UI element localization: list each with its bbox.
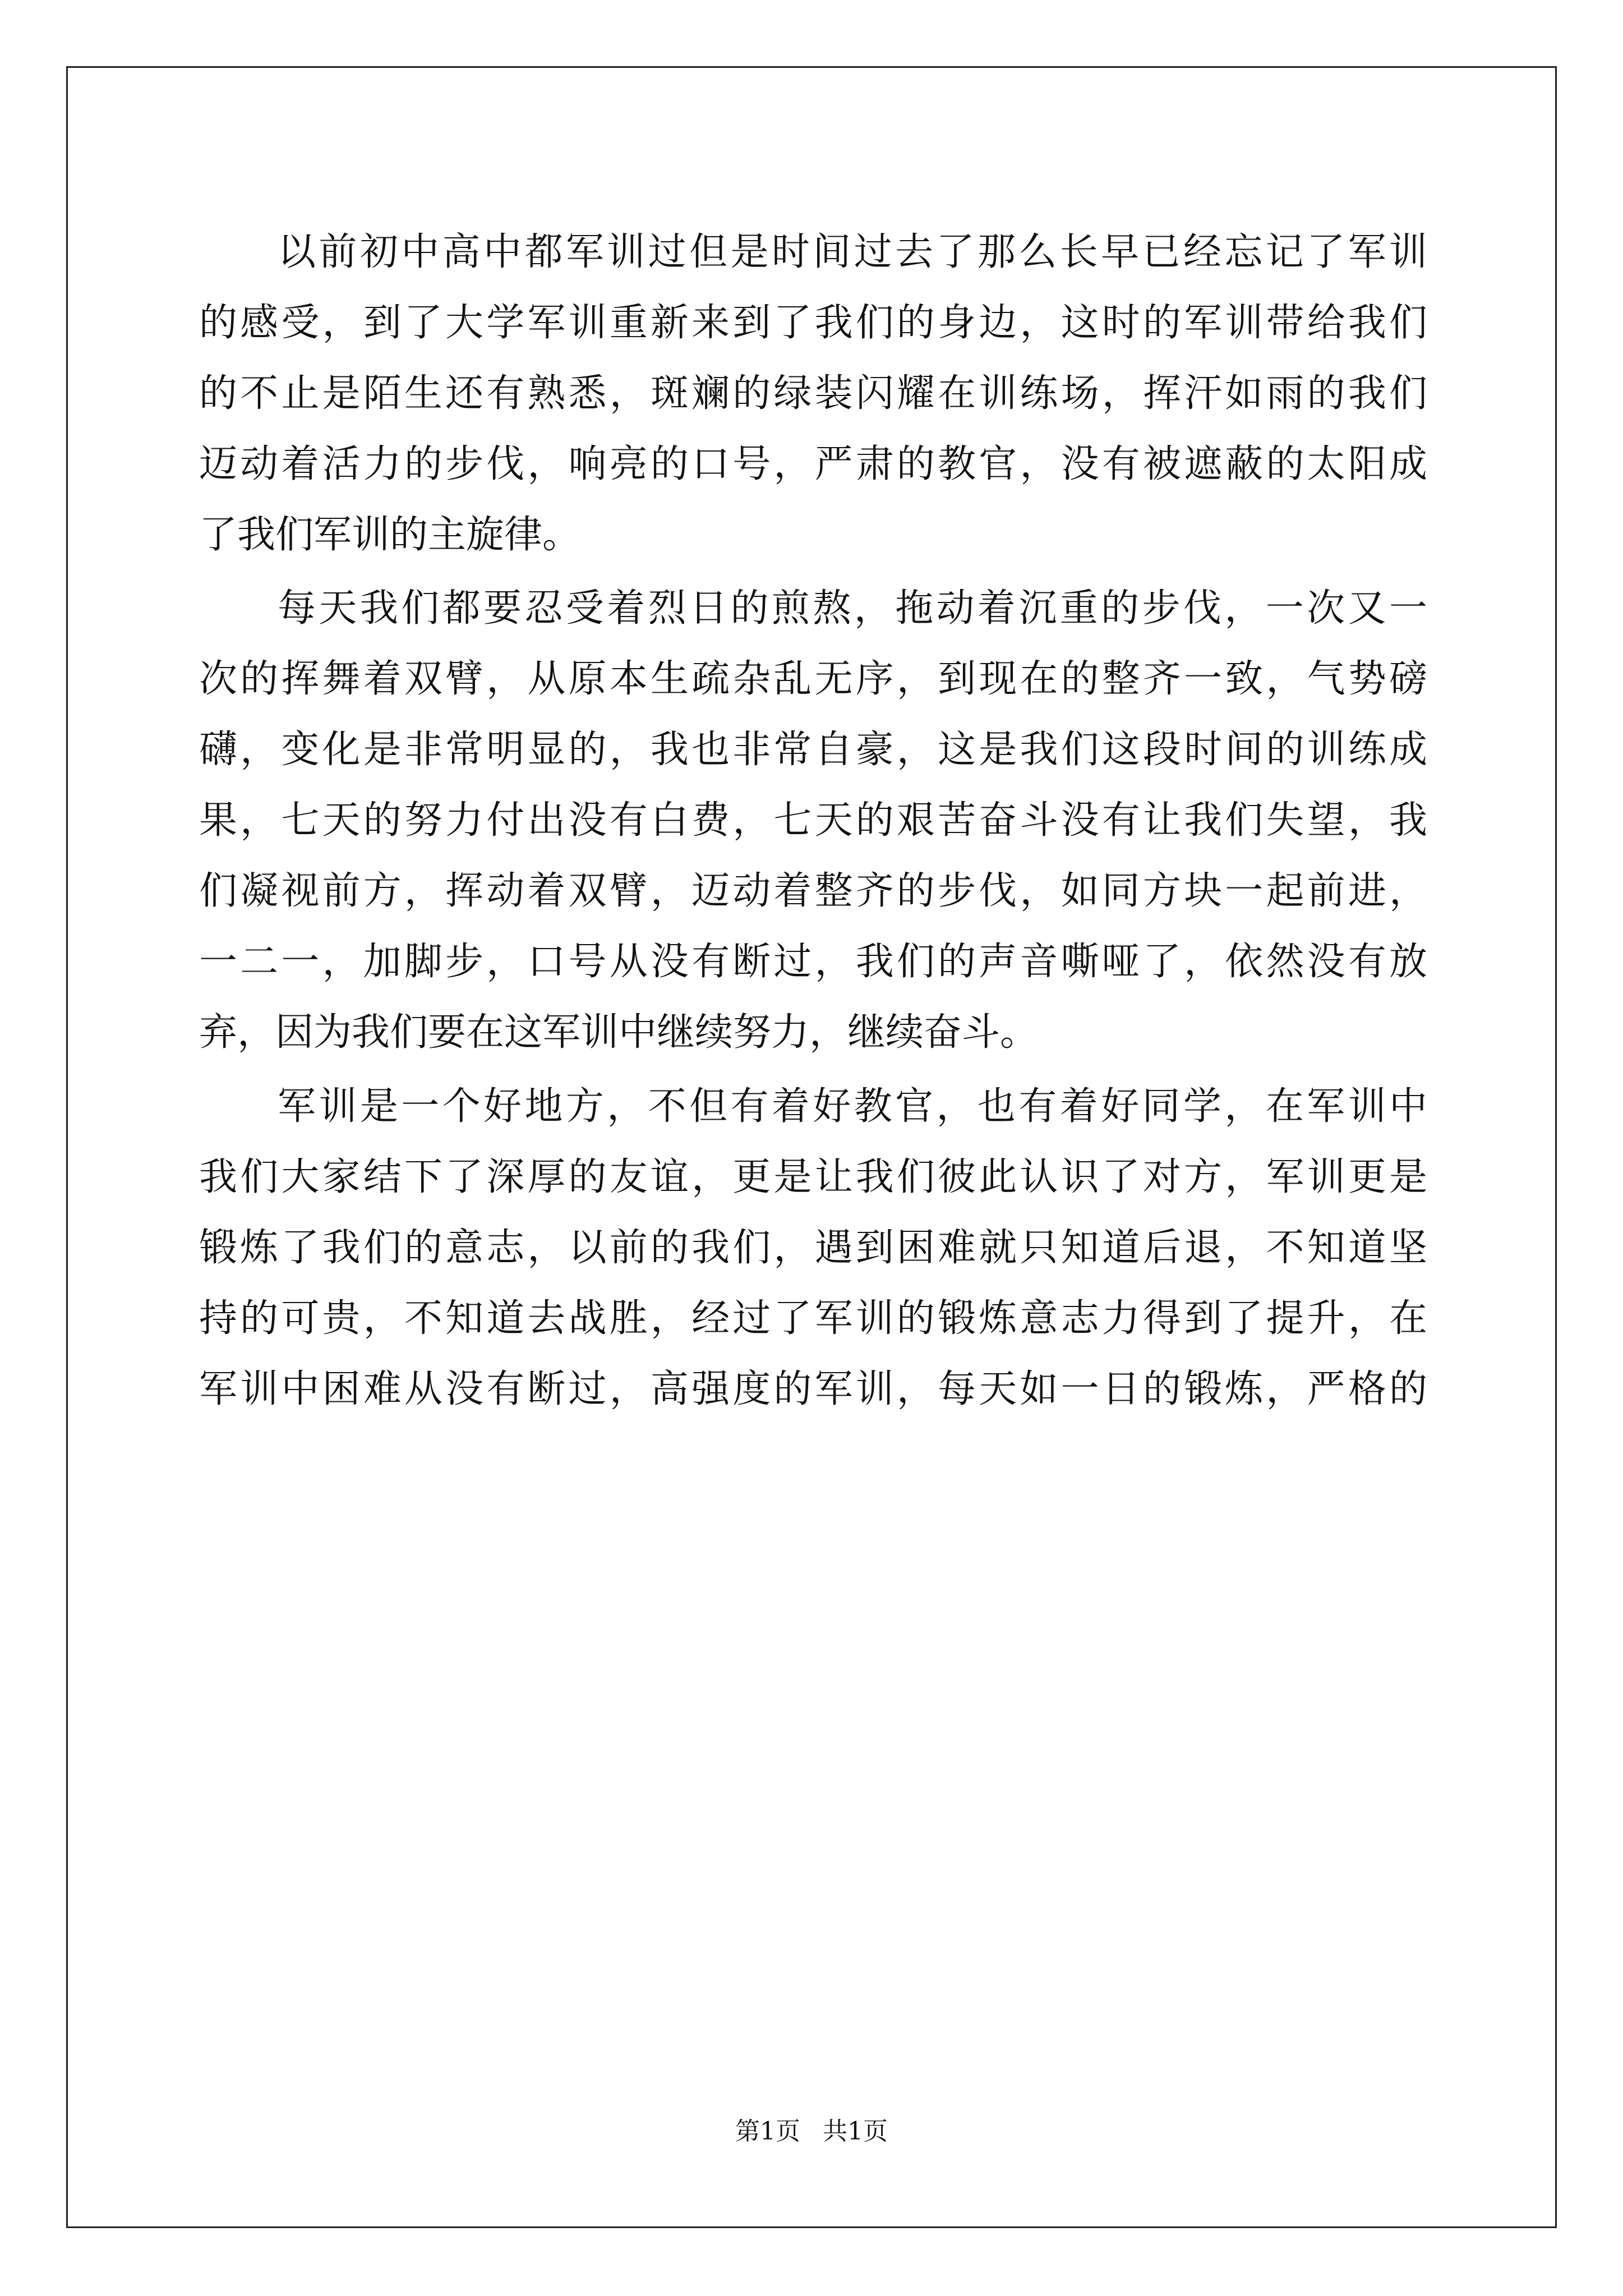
paragraph-3-line-5: 军训中困难从没有断过，高强度的军训，每天如一日的锻炼，严格的 <box>199 1367 1427 1411</box>
paragraph-1-line-4: 迈动着活力的步伐，响亮的口号，严肃的教官，没有被遮蔽的太阳成 <box>199 442 1427 486</box>
paragraph-3-line-1: 军训是一个好地方，不但有着好教官，也有着好同学，在军训中 <box>278 1084 1427 1129</box>
paragraph-1-line-5: 了我们军训的主旋律。 <box>199 513 581 557</box>
paragraph-3-line-2: 我们大家结下了深厚的友谊，更是让我们彼此认识了对方，军训更是 <box>199 1155 1427 1199</box>
page-number: 第1页 <box>735 2117 800 2146</box>
page-footer <box>0 2115 1623 2148</box>
paragraph-2-line-2: 次的挥舞着双臂，从原本生疏杂乱无序，到现在的整齐一致，气势磅 <box>199 657 1427 701</box>
paragraph-2-line-4: 果，七天的努力付出没有白费，七天的艰苦奋斗没有让我们失望，我 <box>199 798 1427 843</box>
paragraph-2-line-1: 每天我们都要忍受着烈日的煎熬，拖动着沉重的步伐，一次又一 <box>278 586 1427 631</box>
page-total: 共1页 <box>823 2117 888 2146</box>
paragraph-3-line-3: 锻炼了我们的意志，以前的我们，遇到困难就只知道后退，不知道坚 <box>199 1226 1427 1270</box>
paragraph-2-line-7: 弃，因为我们要在这军训中继续努力，继续奋斗。 <box>199 1010 1039 1055</box>
paragraph-1-line-2: 的感受，到了大学军训重新来到了我们的身边，这时的军训带给我们 <box>199 301 1427 345</box>
paragraph-1-line-1: 以前初中高中都军训过但是时间过去了那么长早已经忘记了军训 <box>278 230 1427 274</box>
paragraph-2-line-3: 礴，变化是非常明显的，我也非常自豪，这是我们这段时间的训练成 <box>199 728 1427 772</box>
paragraph-1-line-3: 的不止是陌生还有熟悉，斑斓的绿装闪耀在训练场，挥汗如雨的我们 <box>199 371 1427 416</box>
paragraph-2-line-5: 们凝视前方，挥动着双臂，迈动着整齐的步伐，如同方块一起前进， <box>199 869 1427 913</box>
paragraph-2-line-6: 一二一，加脚步，口号从没有断过，我们的声音嘶哑了，依然没有放 <box>199 940 1427 984</box>
paragraph-3-line-4: 持的可贵，不知道去战胜，经过了军训的锻炼意志力得到了提升，在 <box>199 1296 1427 1341</box>
